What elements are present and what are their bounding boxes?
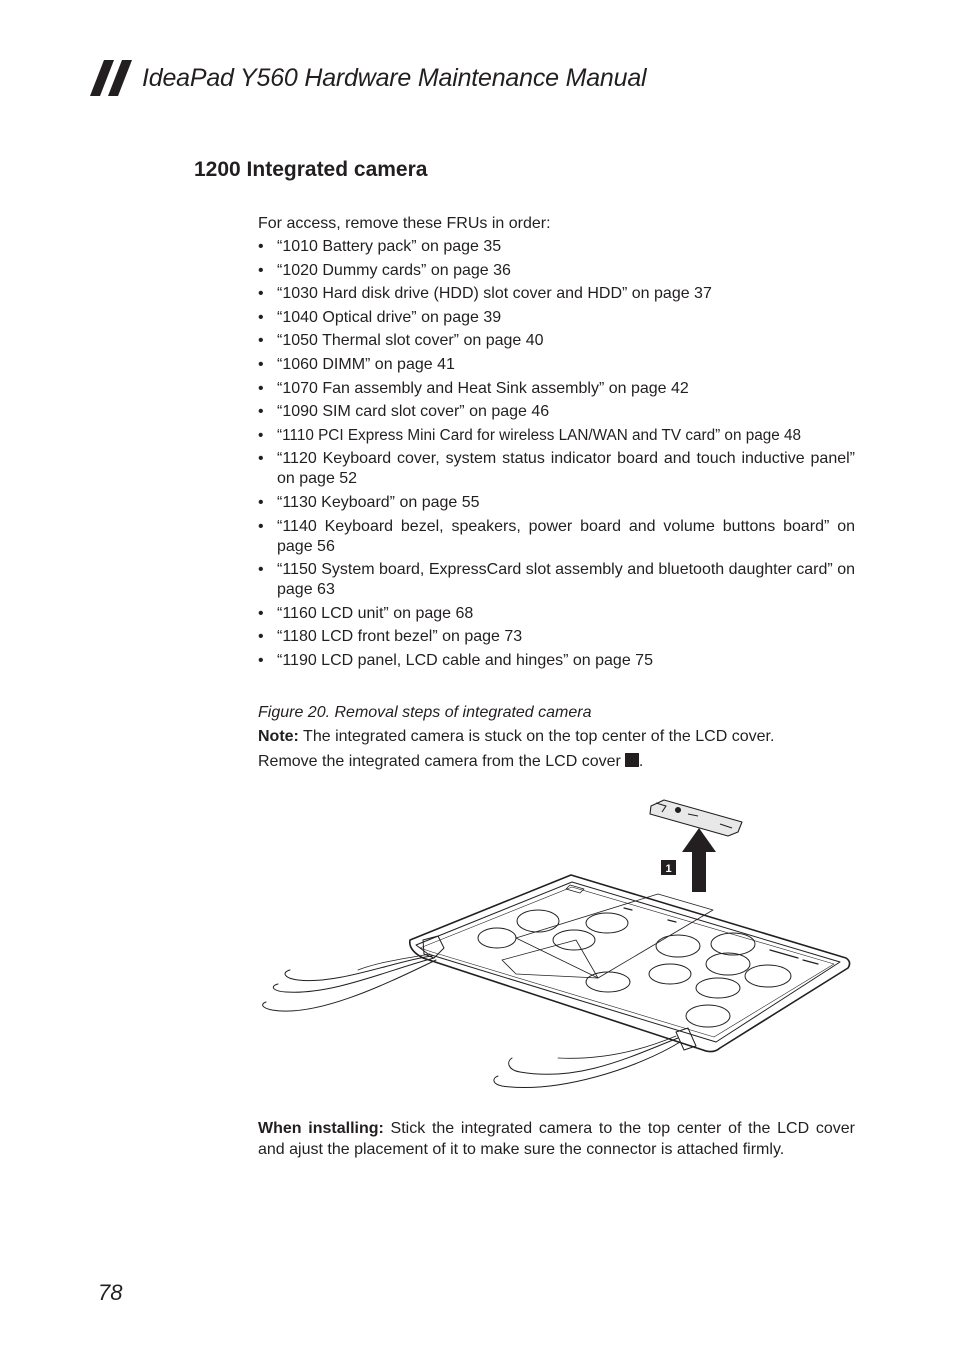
access-intro: For access, remove these FRUs in order: (258, 215, 551, 232)
list-item: • “1070 Fan assembly and Heat Sink assembly” on page 42 (258, 379, 689, 397)
page-header (90, 58, 646, 98)
left-antenna-cable (285, 956, 432, 981)
removal-text: Remove the integrated camera from the LCD cover (258, 753, 621, 770)
list-item: • “1120 Keyboard cover, system status indicator board and touch inductive panel” on page 52 (258, 450, 855, 488)
removal-instruction: Remove the integrated camera from the LCD cover . (258, 753, 644, 770)
list-item: • “1060 DIMM” on page 41 (258, 355, 455, 373)
integrated-camera-module (650, 800, 742, 836)
list-item: • “1130 Keyboard” on page 55 (258, 493, 480, 511)
list-item: • “1010 Battery pack” on page 35 (258, 238, 502, 255)
list-item: • “1160 LCD unit” on page 68 (258, 604, 474, 622)
removal-arrow-icon (682, 828, 716, 892)
list-item: • “1030 Hard disk drive (HDD) slot cover and HDD” on page 37 (258, 285, 712, 303)
step-label: 1 (665, 863, 672, 875)
list-item: • “1050 Thermal slot cover” on page 40 (258, 332, 544, 350)
list-item: • “1190 LCD panel, LCD cable and hinges” on page 75 (258, 651, 653, 669)
camera-removal-illustration (258, 790, 858, 1095)
list-item: • “1040 Optical drive” on page 39 (258, 308, 502, 326)
figure-caption: Figure 20. Removal steps of integrated camera (258, 704, 592, 721)
fru-list (258, 237, 855, 671)
right-hinge (676, 1028, 696, 1050)
list-item: • “1020 Dummy cards” on page 36 (258, 261, 511, 279)
installing-label: When installing: (258, 1120, 384, 1137)
manual-title: IdeaPad Y560 Hardware Maintenance Manual (142, 63, 647, 92)
list-item: • “1150 System board, ExpressCard slot assembly and bluetooth daughter card” on page 63 (258, 561, 855, 599)
fru-access-section (258, 214, 855, 675)
list-item: • “1180 LCD front bezel” on page 73 (258, 628, 523, 646)
list-item: • “1090 SIM card slot cover” on page 46 (258, 403, 550, 421)
step-marker-icon (625, 753, 639, 767)
note (258, 728, 774, 746)
manual-logo-icon (90, 60, 136, 96)
installation-note (258, 1118, 855, 1160)
section-title: 1200 Integrated camera (194, 158, 428, 181)
note-text: The integrated camera is stuck on the top center of the LCD cover. (298, 728, 775, 745)
list-item: • “1110 PCI Express Mini Card for wireless LAN/WAN and TV card” on page 48 (258, 426, 801, 444)
list-item: • “1140 Keyboard bezel, speakers, power board and volume buttons board” on page 56 (258, 517, 855, 555)
note-label: Note: (258, 728, 299, 745)
installing-text: Stick the integrated camera to the top center of the LCD cover and ajust the placement of it to make sure the connector is attached firmly. (258, 1120, 855, 1158)
lcd-cover-outline (410, 875, 850, 1052)
page-number: 78 (98, 1280, 123, 1305)
